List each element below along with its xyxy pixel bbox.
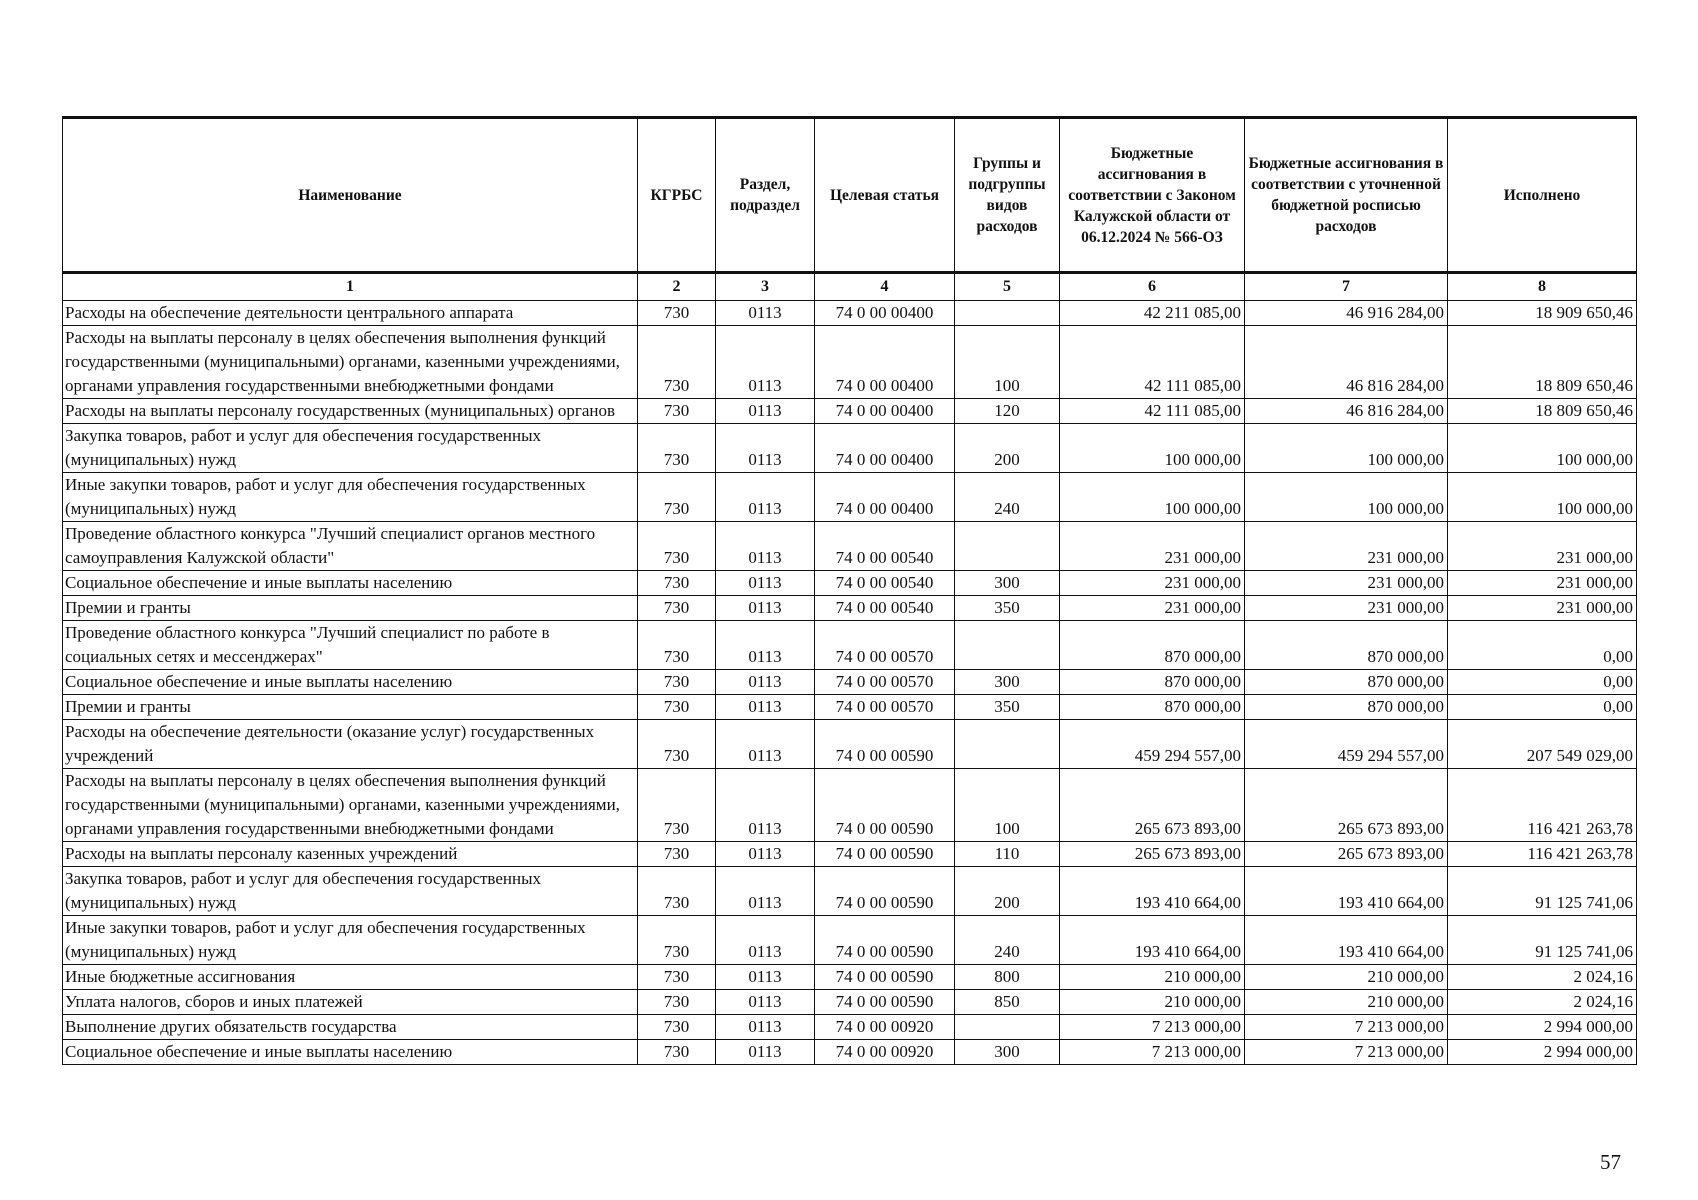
cell-kgrbs: 730 xyxy=(638,621,716,670)
cell-executed: 116 421 263,78 xyxy=(1448,769,1637,842)
column-number: 3 xyxy=(716,273,815,301)
cell-executed: 0,00 xyxy=(1448,621,1637,670)
cell-section: 0113 xyxy=(716,326,815,399)
cell-expense-type: 110 xyxy=(955,842,1060,867)
cell-target-article: 74 0 00 00590 xyxy=(815,867,955,916)
table-row xyxy=(63,522,1637,571)
cell-roster-allocations: 870 000,00 xyxy=(1245,670,1448,695)
cell-kgrbs: 730 xyxy=(638,596,716,621)
cell-name: Расходы на обеспечение деятельности центрального аппарата xyxy=(63,301,638,326)
cell-name: Расходы на обеспечение деятельности (оказание услуг) государственных учреждений xyxy=(63,720,638,769)
cell-roster-allocations: 7 213 000,00 xyxy=(1245,1015,1448,1040)
cell-executed: 91 125 741,06 xyxy=(1448,916,1637,965)
cell-target-article: 74 0 00 00400 xyxy=(815,326,955,399)
cell-kgrbs: 730 xyxy=(638,842,716,867)
cell-executed: 231 000,00 xyxy=(1448,571,1637,596)
table-row xyxy=(63,867,1637,916)
cell-roster-allocations: 46 816 284,00 xyxy=(1245,399,1448,424)
cell-kgrbs: 730 xyxy=(638,326,716,399)
cell-expense-type xyxy=(955,301,1060,326)
cell-expense-type: 240 xyxy=(955,473,1060,522)
cell-target-article: 74 0 00 00590 xyxy=(815,842,955,867)
cell-target-article: 74 0 00 00590 xyxy=(815,720,955,769)
cell-roster-allocations: 231 000,00 xyxy=(1245,571,1448,596)
table-row xyxy=(63,1015,1637,1040)
cell-kgrbs: 730 xyxy=(638,965,716,990)
cell-name: Выполнение других обязательств государства xyxy=(63,1015,638,1040)
cell-section: 0113 xyxy=(716,965,815,990)
column-number: 4 xyxy=(815,273,955,301)
cell-name: Проведение областного конкурса "Лучший специалист органов местного самоуправления Калужской области" xyxy=(63,522,638,571)
cell-kgrbs: 730 xyxy=(638,769,716,842)
cell-name: Расходы на выплаты персоналу в целях обеспечения выполнения функций государственными (муниципальными) органами, казенными учреждениями, органами управления государственными внебюджетными фондами xyxy=(63,326,638,399)
cell-kgrbs: 730 xyxy=(638,867,716,916)
cell-section: 0113 xyxy=(716,867,815,916)
table-row xyxy=(63,424,1637,473)
cell-name: Расходы на выплаты персоналу государственных (муниципальных) органов xyxy=(63,399,638,424)
table-row xyxy=(63,916,1637,965)
cell-target-article: 74 0 00 00570 xyxy=(815,695,955,720)
cell-section: 0113 xyxy=(716,596,815,621)
cell-kgrbs: 730 xyxy=(638,473,716,522)
cell-law-allocations: 100 000,00 xyxy=(1060,473,1245,522)
cell-target-article: 74 0 00 00920 xyxy=(815,1040,955,1065)
column-number-row xyxy=(63,273,1637,301)
table-row xyxy=(63,399,1637,424)
cell-law-allocations: 231 000,00 xyxy=(1060,571,1245,596)
cell-section: 0113 xyxy=(716,1040,815,1065)
header-roster-allocations: Бюджетные ассигнования в соответствии с уточненной бюджетной росписью расходов xyxy=(1245,118,1448,273)
column-number: 5 xyxy=(955,273,1060,301)
cell-expense-type: 350 xyxy=(955,596,1060,621)
cell-law-allocations: 7 213 000,00 xyxy=(1060,1040,1245,1065)
cell-name: Социальное обеспечение и иные выплаты населению xyxy=(63,670,638,695)
cell-expense-type: 800 xyxy=(955,965,1060,990)
cell-executed: 91 125 741,06 xyxy=(1448,867,1637,916)
cell-executed: 2 024,16 xyxy=(1448,965,1637,990)
cell-executed: 18 809 650,46 xyxy=(1448,399,1637,424)
cell-roster-allocations: 231 000,00 xyxy=(1245,522,1448,571)
cell-roster-allocations: 7 213 000,00 xyxy=(1245,1040,1448,1065)
cell-name: Иные закупки товаров, работ и услуг для обеспечения государственных (муниципальных) нужд xyxy=(63,473,638,522)
cell-section: 0113 xyxy=(716,522,815,571)
cell-law-allocations: 210 000,00 xyxy=(1060,990,1245,1015)
cell-law-allocations: 42 211 085,00 xyxy=(1060,301,1245,326)
cell-section: 0113 xyxy=(716,1015,815,1040)
column-number: 2 xyxy=(638,273,716,301)
table-row xyxy=(63,695,1637,720)
cell-roster-allocations: 210 000,00 xyxy=(1245,965,1448,990)
cell-law-allocations: 459 294 557,00 xyxy=(1060,720,1245,769)
header-law-allocations: Бюджетные ассигнования в соответствии с Законом Калужской области от 06.12.2024 № 566-ОЗ xyxy=(1060,118,1245,273)
table-row xyxy=(63,473,1637,522)
cell-expense-type xyxy=(955,522,1060,571)
header-section: Раздел, подраздел xyxy=(716,118,815,273)
cell-executed: 0,00 xyxy=(1448,695,1637,720)
cell-section: 0113 xyxy=(716,769,815,842)
cell-target-article: 74 0 00 00540 xyxy=(815,571,955,596)
cell-expense-type: 350 xyxy=(955,695,1060,720)
cell-expense-type: 300 xyxy=(955,670,1060,695)
table-row xyxy=(63,990,1637,1015)
cell-law-allocations: 210 000,00 xyxy=(1060,965,1245,990)
cell-section: 0113 xyxy=(716,916,815,965)
cell-name: Социальное обеспечение и иные выплаты населению xyxy=(63,1040,638,1065)
cell-law-allocations: 42 111 085,00 xyxy=(1060,399,1245,424)
cell-expense-type: 200 xyxy=(955,867,1060,916)
cell-executed: 18 809 650,46 xyxy=(1448,326,1637,399)
cell-expense-type xyxy=(955,1015,1060,1040)
cell-roster-allocations: 193 410 664,00 xyxy=(1245,867,1448,916)
cell-section: 0113 xyxy=(716,670,815,695)
cell-section: 0113 xyxy=(716,473,815,522)
cell-executed: 207 549 029,00 xyxy=(1448,720,1637,769)
cell-law-allocations: 231 000,00 xyxy=(1060,522,1245,571)
table-row xyxy=(63,720,1637,769)
cell-roster-allocations: 459 294 557,00 xyxy=(1245,720,1448,769)
cell-law-allocations: 193 410 664,00 xyxy=(1060,916,1245,965)
cell-target-article: 74 0 00 00590 xyxy=(815,769,955,842)
cell-kgrbs: 730 xyxy=(638,399,716,424)
cell-name: Проведение областного конкурса "Лучший специалист по работе в социальных сетях и мессенджерах" xyxy=(63,621,638,670)
cell-section: 0113 xyxy=(716,424,815,473)
cell-target-article: 74 0 00 00400 xyxy=(815,424,955,473)
cell-executed: 231 000,00 xyxy=(1448,596,1637,621)
header-executed: Исполнено xyxy=(1448,118,1637,273)
table-row xyxy=(63,621,1637,670)
cell-name: Премии и гранты xyxy=(63,596,638,621)
cell-roster-allocations: 46 916 284,00 xyxy=(1245,301,1448,326)
header-kgrbs: КГРБС xyxy=(638,118,716,273)
cell-executed: 0,00 xyxy=(1448,670,1637,695)
cell-target-article: 74 0 00 00590 xyxy=(815,990,955,1015)
cell-target-article: 74 0 00 00920 xyxy=(815,1015,955,1040)
cell-executed: 2 024,16 xyxy=(1448,990,1637,1015)
cell-roster-allocations: 100 000,00 xyxy=(1245,473,1448,522)
cell-target-article: 74 0 00 00570 xyxy=(815,670,955,695)
cell-roster-allocations: 100 000,00 xyxy=(1245,424,1448,473)
table-row xyxy=(63,965,1637,990)
cell-kgrbs: 730 xyxy=(638,670,716,695)
header-expense-type: Группы и подгруппы видов расходов xyxy=(955,118,1060,273)
cell-law-allocations: 231 000,00 xyxy=(1060,596,1245,621)
table-row xyxy=(63,1040,1637,1065)
cell-target-article: 74 0 00 00400 xyxy=(815,301,955,326)
table-body xyxy=(63,301,1637,1065)
cell-kgrbs: 730 xyxy=(638,916,716,965)
cell-kgrbs: 730 xyxy=(638,695,716,720)
column-number: 7 xyxy=(1245,273,1448,301)
header-row xyxy=(63,118,1637,273)
cell-expense-type: 300 xyxy=(955,1040,1060,1065)
cell-kgrbs: 730 xyxy=(638,301,716,326)
cell-roster-allocations: 210 000,00 xyxy=(1245,990,1448,1015)
cell-section: 0113 xyxy=(716,695,815,720)
table-row xyxy=(63,670,1637,695)
cell-target-article: 74 0 00 00590 xyxy=(815,916,955,965)
cell-expense-type xyxy=(955,621,1060,670)
cell-roster-allocations: 231 000,00 xyxy=(1245,596,1448,621)
cell-law-allocations: 100 000,00 xyxy=(1060,424,1245,473)
cell-name: Социальное обеспечение и иные выплаты населению xyxy=(63,571,638,596)
cell-executed: 231 000,00 xyxy=(1448,522,1637,571)
column-number: 1 xyxy=(63,273,638,301)
cell-kgrbs: 730 xyxy=(638,1015,716,1040)
cell-name: Премии и гранты xyxy=(63,695,638,720)
table-row xyxy=(63,326,1637,399)
cell-executed: 116 421 263,78 xyxy=(1448,842,1637,867)
budget-execution-table xyxy=(62,116,1637,1065)
cell-name: Закупка товаров, работ и услуг для обеспечения государственных (муниципальных) нужд xyxy=(63,424,638,473)
cell-expense-type: 850 xyxy=(955,990,1060,1015)
cell-expense-type xyxy=(955,720,1060,769)
cell-section: 0113 xyxy=(716,301,815,326)
cell-law-allocations: 193 410 664,00 xyxy=(1060,867,1245,916)
cell-law-allocations: 870 000,00 xyxy=(1060,621,1245,670)
table-row xyxy=(63,769,1637,842)
header-name: Наименование xyxy=(63,118,638,273)
cell-kgrbs: 730 xyxy=(638,720,716,769)
cell-name: Уплата налогов, сборов и иных платежей xyxy=(63,990,638,1015)
cell-expense-type: 200 xyxy=(955,424,1060,473)
cell-kgrbs: 730 xyxy=(638,990,716,1015)
cell-name: Расходы на выплаты персоналу в целях обеспечения выполнения функций государственными (муниципальными) органами, казенными учреждениями, органами управления государственными внебюджетными фондами xyxy=(63,769,638,842)
cell-target-article: 74 0 00 00540 xyxy=(815,522,955,571)
cell-law-allocations: 265 673 893,00 xyxy=(1060,769,1245,842)
cell-section: 0113 xyxy=(716,720,815,769)
cell-expense-type: 100 xyxy=(955,326,1060,399)
cell-name: Закупка товаров, работ и услуг для обеспечения государственных (муниципальных) нужд xyxy=(63,867,638,916)
cell-kgrbs: 730 xyxy=(638,522,716,571)
cell-target-article: 74 0 00 00570 xyxy=(815,621,955,670)
cell-roster-allocations: 193 410 664,00 xyxy=(1245,916,1448,965)
cell-section: 0113 xyxy=(716,990,815,1015)
table-row xyxy=(63,596,1637,621)
cell-expense-type: 100 xyxy=(955,769,1060,842)
cell-executed: 18 909 650,46 xyxy=(1448,301,1637,326)
cell-law-allocations: 7 213 000,00 xyxy=(1060,1015,1245,1040)
page-number: 57 xyxy=(1600,1150,1621,1174)
cell-section: 0113 xyxy=(716,842,815,867)
column-number: 6 xyxy=(1060,273,1245,301)
cell-target-article: 74 0 00 00400 xyxy=(815,473,955,522)
table-row xyxy=(63,842,1637,867)
cell-kgrbs: 730 xyxy=(638,424,716,473)
cell-law-allocations: 870 000,00 xyxy=(1060,670,1245,695)
cell-executed: 100 000,00 xyxy=(1448,424,1637,473)
cell-roster-allocations: 870 000,00 xyxy=(1245,621,1448,670)
table-row xyxy=(63,571,1637,596)
cell-roster-allocations: 265 673 893,00 xyxy=(1245,842,1448,867)
cell-target-article: 74 0 00 00400 xyxy=(815,399,955,424)
cell-executed: 100 000,00 xyxy=(1448,473,1637,522)
cell-expense-type: 120 xyxy=(955,399,1060,424)
cell-section: 0113 xyxy=(716,621,815,670)
cell-roster-allocations: 46 816 284,00 xyxy=(1245,326,1448,399)
cell-target-article: 74 0 00 00590 xyxy=(815,965,955,990)
cell-roster-allocations: 265 673 893,00 xyxy=(1245,769,1448,842)
cell-name: Иные закупки товаров, работ и услуг для обеспечения государственных (муниципальных) нужд xyxy=(63,916,638,965)
column-number: 8 xyxy=(1448,273,1637,301)
cell-expense-type: 240 xyxy=(955,916,1060,965)
cell-law-allocations: 870 000,00 xyxy=(1060,695,1245,720)
cell-kgrbs: 730 xyxy=(638,571,716,596)
cell-roster-allocations: 870 000,00 xyxy=(1245,695,1448,720)
cell-section: 0113 xyxy=(716,399,815,424)
header-target-article: Целевая статья xyxy=(815,118,955,273)
cell-name: Иные бюджетные ассигнования xyxy=(63,965,638,990)
cell-kgrbs: 730 xyxy=(638,1040,716,1065)
cell-law-allocations: 265 673 893,00 xyxy=(1060,842,1245,867)
cell-section: 0113 xyxy=(716,571,815,596)
cell-expense-type: 300 xyxy=(955,571,1060,596)
cell-target-article: 74 0 00 00540 xyxy=(815,596,955,621)
cell-executed: 2 994 000,00 xyxy=(1448,1015,1637,1040)
table-row xyxy=(63,301,1637,326)
cell-law-allocations: 42 111 085,00 xyxy=(1060,326,1245,399)
cell-name: Расходы на выплаты персоналу казенных учреждений xyxy=(63,842,638,867)
cell-executed: 2 994 000,00 xyxy=(1448,1040,1637,1065)
